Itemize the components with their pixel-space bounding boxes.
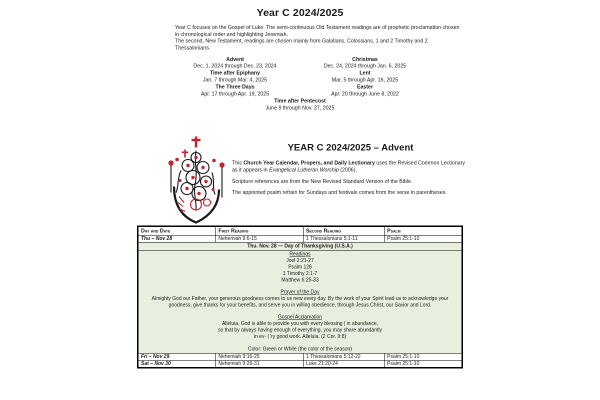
feast-detail-cell [138, 250, 463, 353]
page-title: Year C 2024/2025 [256, 7, 344, 19]
cell-psalm: Psalm 25:1-10 [384, 353, 462, 360]
cell-second-reading: Luke 21:20-24 [303, 360, 384, 368]
advent-section-heading: YEAR C 2024/2025 – Advent [287, 142, 414, 154]
feast-band-title: Thu. Nov. 28 — Day of Thanksgiving (U.S.A.) [138, 242, 463, 250]
prayer-of-the-day-text: Almighty God our Father, your generous goodness comes to us new every day. By the work of your Spirit lead us to acknowledge your goodness, give thanks for your benefits, and serve you in willing obedience, through Jesus Christ, our Savior and Lord. [151, 296, 449, 309]
reading-item: 1 Timothy 2:1-7 [282, 271, 318, 277]
season-pentecost: Time after Pentecost June 9 through Nov. 27, 2025 [265, 97, 335, 111]
section-paragraph-3: The appointed psalm refrain for Sundays and festivals comes from the verse in parentheses. [232, 189, 447, 196]
section-paragraph-2: Scripture references are from the New Revised Standard Version of the Bible. [232, 178, 413, 185]
table-row [138, 360, 463, 368]
season-lent: Lent Mar. 5 through Apr. 16, 2025 [331, 70, 399, 84]
season-three-days: The Three Days Apr. 17 through Apr. 19, 2025 [200, 84, 270, 97]
reading-item: Psalm 126 [288, 264, 312, 271]
gospel-acclamation-line: in ev- | 'ry good work. Alleluia. (2 Cor. 9:8) [253, 334, 347, 340]
reading-item: Matthew 6:25-33 [281, 277, 319, 284]
cell-day: Sat – Nov 30 [138, 360, 216, 368]
cell-first-reading: Nehemiah 9:16-25 [216, 353, 304, 360]
liturgical-color-line: Color: Green or White (the color of the season) [248, 346, 352, 353]
readings-title: Readings [289, 251, 311, 258]
header-second-reading: Second Reading [303, 226, 384, 235]
feast-band-row [138, 242, 463, 250]
section-paragraph-1: This Church Year Calendar, Propers, and Daily Lectionary uses the Revised Common Lectionary as it appears in Evangelical Lutheran Worship (2006). [232, 160, 466, 174]
gospel-acclamation-title: Gospel Acclamation [277, 314, 323, 321]
feast-detail-row [138, 250, 463, 353]
cell-day: Thu – Nov 28 [138, 235, 216, 242]
intro-line-1: Year C focuses on the Gospel of Luke. The semi-continuous Old Testament readings are of prophetic proclamation chosen in chronological order and highlighting Jeremiah. [175, 24, 460, 38]
table-row [138, 235, 463, 242]
cell-psalm: Psalm 25:1-10 [384, 235, 462, 242]
cell-second-reading: 1 Thessalonians 5:12-22 [303, 353, 384, 360]
intro-paragraph [175, 25, 462, 52]
cell-first-reading: Nehemiah 9:26-31 [216, 360, 304, 368]
lectionary-table [137, 226, 463, 369]
advent-section-text [232, 135, 469, 226]
prayer-of-the-day-title: Prayer of the Day [280, 289, 320, 296]
header-first-reading: First Reading [216, 226, 304, 235]
seasons-grid [170, 56, 430, 98]
table-header-row [138, 226, 463, 235]
advent-tree-cross-logo-icon [167, 135, 226, 226]
season-christmas: Christmas Dec. 24, 2024 through Jan. 6, 2025 [323, 56, 407, 70]
season-advent: Advent Dec. 1, 2024 through Dec. 23, 2024 [193, 56, 277, 70]
cell-psalm: Psalm 25:1-10 [384, 360, 462, 368]
cell-day: Fri – Nov 29 [138, 353, 216, 360]
gospel-acclamation-line: Alleluia. God is able to provide you with every blessing | in abundance, [221, 321, 379, 327]
cell-second-reading: 1 Thessalonians 5:1-11 [303, 235, 384, 242]
cell-first-reading: Nehemiah 9:6-15 [216, 235, 304, 242]
logo-svg [167, 135, 226, 226]
header-day-and-date: Day and Date [138, 226, 216, 235]
gospel-acclamation-line: so that by always having enough of everything, you may share abundantly [218, 327, 382, 334]
season-easter: Easter Apr. 20 through June 8, 2022 [331, 84, 399, 97]
header-psalm: Psalm [384, 226, 462, 235]
reading-item: Joel 2:21-27 [286, 258, 314, 264]
intro-line-2: The second, New Testament, readings are chosen mainly from Galatians, Colossians, 1 and 2 Timothy and 2 Thessalonians. [175, 38, 428, 51]
advent-section [167, 135, 600, 226]
season-epiphany: Time after Epiphany Jan. 7 through Mar. 4, 2025 [202, 70, 268, 84]
table-row [138, 353, 463, 360]
